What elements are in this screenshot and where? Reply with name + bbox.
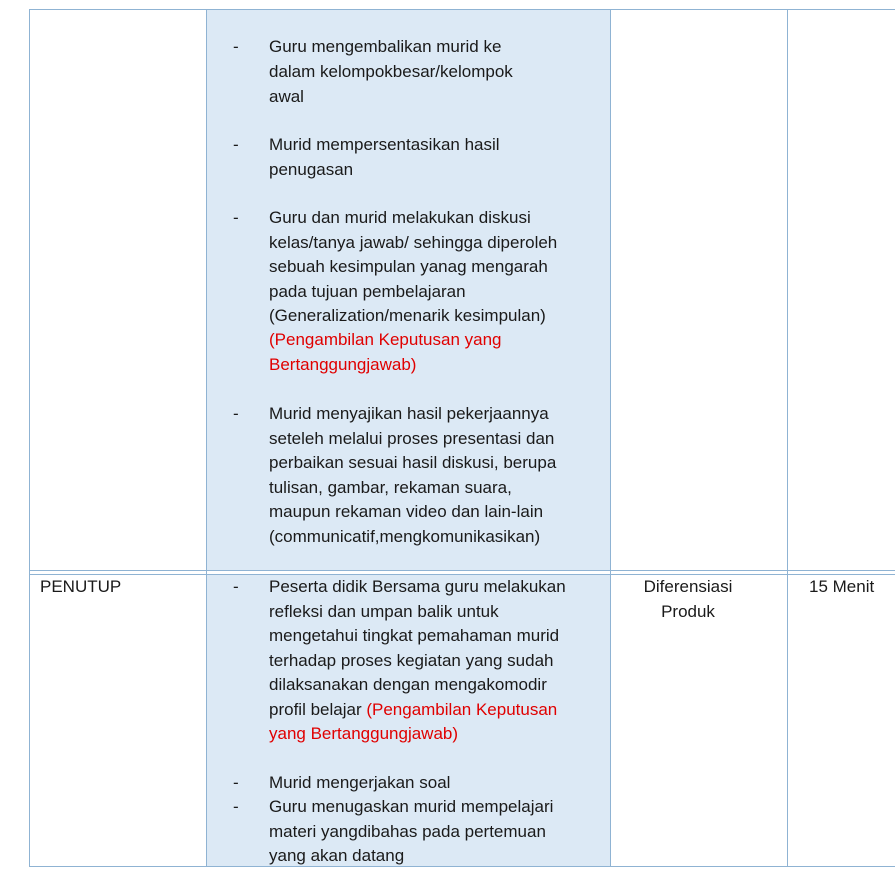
list-item-line: Guru dan murid melakukan diskusi (269, 208, 531, 227)
list-item-line: kelas/tanya jawab/ sehingga diperoleh (269, 233, 558, 252)
list-item-line: dalam kelompokbesar/kelompok (269, 62, 513, 81)
bullet: - (233, 37, 239, 56)
list-item-line: penugasan (269, 160, 354, 179)
list-item-line: terhadap proses kegiatan yang sudah (269, 651, 554, 670)
bullet: - (233, 208, 239, 227)
bullet: - (233, 773, 239, 792)
col-border-3 (787, 9, 788, 867)
col-border-1 (206, 9, 207, 867)
list-item-line: refleksi dan umpan balik untuk (269, 602, 499, 621)
differentiation-line-2: Produk (661, 602, 715, 621)
differentiation-line-1: Diferensiasi (643, 577, 733, 596)
list-item-line: yang akan datang (269, 846, 405, 865)
list-item-line: awal (269, 87, 304, 106)
col-border-0 (29, 9, 30, 867)
highlight-line: (Pengambilan Keputusan yang (269, 330, 502, 349)
table-top-border (29, 9, 895, 10)
bullet: - (233, 135, 239, 154)
list-item-line: (Generalization/menarik kesimpulan) (269, 306, 546, 325)
list-item-line: Guru menugaskan murid mempelajari (269, 797, 554, 816)
list-item-line: perbaikan sesuai hasil diskusi, berupa (269, 453, 557, 472)
list-item-line: maupun rekaman video dan lain-lain (269, 502, 544, 521)
list-item-line: Guru mengembalikan murid ke (269, 37, 502, 56)
list-item-line: Peserta didik Bersama guru melakukan (269, 577, 566, 596)
col-border-2 (610, 9, 611, 867)
row-divider-1 (29, 570, 895, 571)
list-item-line: tulisan, gambar, rekaman suara, (269, 478, 512, 497)
list-item-line: seteleh melalui proses presentasi dan (269, 429, 555, 448)
list-item-line: dilaksanakan dengan mengakomodir (269, 675, 547, 694)
list-item-line: Murid mengerjakan soal (269, 773, 451, 792)
bullet: - (233, 797, 239, 816)
highlight-line: Bertanggungjawab) (269, 355, 417, 374)
mixed-line (269, 698, 557, 723)
list-item-line: Murid mempersentasikan hasil (269, 135, 500, 154)
list-item-line: sebuah kesimpulan yanag mengarah (269, 257, 548, 276)
list-item-line: pada tujuan pembelajaran (269, 282, 466, 301)
bullet: - (233, 404, 239, 423)
highlight-text: (Pengambilan Keputusan (366, 700, 558, 719)
duration-label: 15 Menit (809, 577, 875, 596)
stage-label: PENUTUP (40, 577, 122, 596)
list-item-line: Murid menyajikan hasil pekerjaannya (269, 404, 549, 423)
table-bottom-border (29, 866, 895, 867)
bullet: - (233, 577, 239, 596)
list-item-text: profil belajar (269, 700, 367, 719)
list-item-line: materi yangdibahas pada pertemuan (269, 822, 546, 841)
list-item-line: mengetahui tingkat pemahaman murid (269, 626, 560, 645)
highlight-line: yang Bertanggungjawab) (269, 724, 459, 743)
list-item-line: (communicatif,mengkomunikasikan) (269, 527, 541, 546)
